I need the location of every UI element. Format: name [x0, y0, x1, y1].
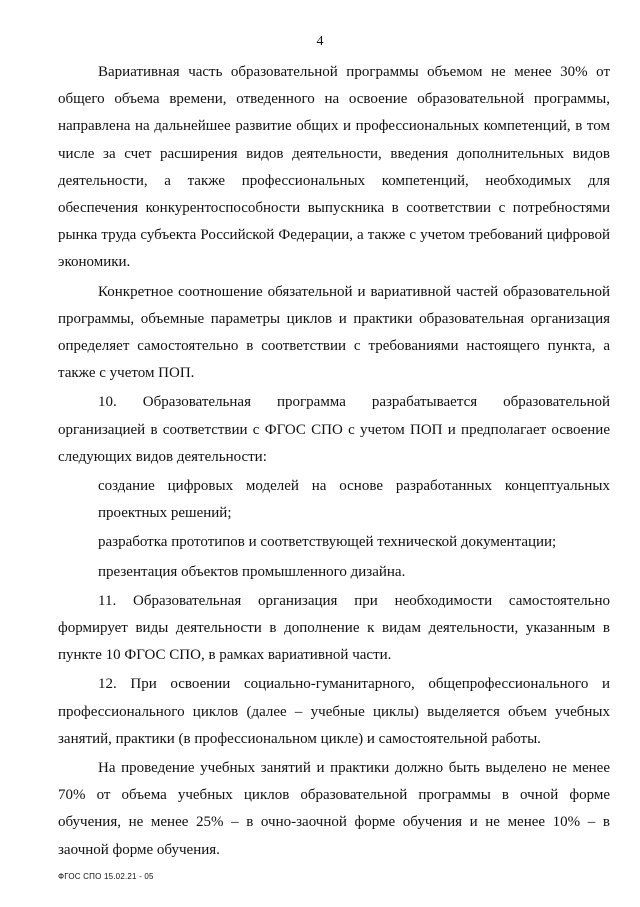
- activity-item-2: разработка прототипов и соответствующей технической документации;: [98, 534, 557, 551]
- activity-item-3: презентация объектов промышленного дизайна.: [98, 563, 406, 580]
- paragraph-item-11: 11. Образовательная организация при необходимости самостоятельно формирует виды деятельности в дополнение к видам деятельности, указанным в пункте 10 ФГОС СПО, в рамках вариативной части.: [58, 592, 610, 664]
- paragraph-ratio: Конкретное соотношение обязательной и вариативной частей образовательной программы, объемные параметры циклов и практики образовательная организация определяет самостоятельно в соответствии с требованиями настоящего пункта, а также с учетом ПОП.: [58, 283, 610, 382]
- paragraph-hours-distribution: На проведение учебных занятий и практики должно быть выделено не менее 70% от объема учебных циклов образовательной программы в очной форме обучения, не менее 25% – в очно-заочной форме обучения и не менее 10% – в заочной форме обучения.: [58, 760, 610, 858]
- document-code-footer: ФГОС СПО 15.02.21 - 05: [58, 872, 154, 881]
- page-number: 4: [316, 34, 324, 49]
- activity-item-1: создание цифровых моделей на основе разработанных концептуальных проектных решений;: [98, 478, 610, 522]
- paragraph-variable-part: Вариативная часть образовательной программы объемом не менее 30% от общего объема времени, отведенного на освоение образовательной программы, направлена на дальнейшее развитие общих и профессиональных компетенций, в том числе за счет расширения видов деятельности, введения дополнительных видов деятельности, а также профессиональных компетенций, необходимых для обеспечения конкурентоспособности выпускника в соответствии с потребностями рынка труда субъекта Российской Федерации, а также с учетом требований цифровой экономики.: [58, 64, 610, 271]
- paragraph-item-10: 10. Образовательная программа разрабатывается образовательной организацией в соответствии с ФГОС СПО с учетом ПОП и предполагает освоение следующих видов деятельности:: [58, 394, 610, 465]
- document-body: [58, 59, 610, 864]
- paragraph-item-12: 12. При освоении социально-гуманитарного, общепрофессионального и профессионального циклов (далее – учебные циклы) выделяется объем учебных занятий, практики (в профессиональном цикле) и самостоятельной работы.: [58, 676, 610, 747]
